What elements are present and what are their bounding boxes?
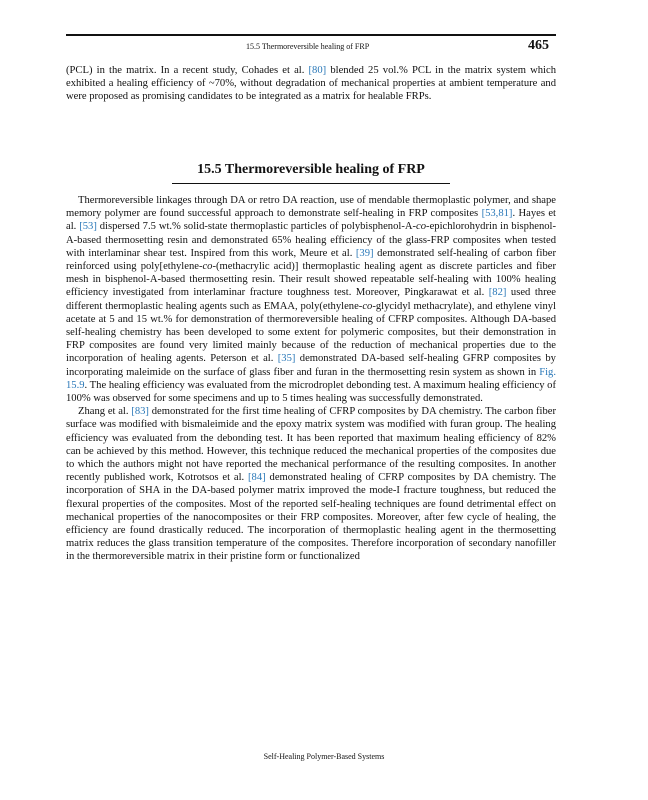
citation-link[interactable]: [80] [308, 65, 327, 76]
intro-paragraph [66, 64, 556, 104]
section-heading-rule [172, 183, 450, 184]
text-run: demonstrated DA-based self-healing GFRP composites by incorporating maleimide on the surface of glass fiber and furan in the thermosetting resin system as shown in [66, 353, 556, 378]
italic-run: co [202, 261, 213, 273]
text-run: blended 25 vol.% PCL in the matrix system which exhibited a healing efficiency of ~70%, without degradation of mechanical properties at ambient temperature and were proposed as promising candidates to be integrated as a matrix for healable FRPs. [66, 65, 556, 103]
text-run: Thermoreversible linkages through DA or retro DA reaction, use of mendable thermoplastic polymer, and shape memory polymer are found successful approach to demonstrate self-healing in FRP composites [66, 195, 556, 220]
text-run: demonstrated self-healing of carbon fiber reinforced using poly[ethylene- [66, 247, 556, 273]
text-run: dispersed 7.5 wt.% solid-state thermoplastic particles of polybisphenol-A- [96, 221, 417, 233]
header-rule [66, 34, 556, 36]
paragraph [66, 405, 556, 563]
text-run: used three different thermoplastic healing agents such as EMAA, poly(ethylene- [66, 287, 556, 312]
citation-link[interactable]: [35] [277, 353, 296, 365]
citation-link[interactable]: [53,81] [481, 208, 513, 220]
section-body [66, 194, 556, 564]
paragraph [66, 194, 556, 405]
citation-link[interactable]: [84] [248, 472, 266, 484]
italic-run: co [416, 221, 427, 233]
citation-link[interactable]: [82] [488, 287, 507, 299]
text-run: . Hayes et al. [66, 208, 556, 233]
section-heading: 15.5 Thermoreversible healing of FRP [197, 162, 425, 177]
text-run: . The healing efficiency was evaluated from the microdroplet debonding test. A maximum healing efficiency of 100% was observed for some specimens and up to 5 times healing was successfully demonstrated. [66, 379, 556, 405]
text-run: -(methacrylic acid)] thermoplastic healing agent as discrete particles and fiber mesh in bisphenol-A-based thermosetting resin. Their result showed repeatable self-healing with 100% healing efficiency investigated from interlaminar fracture toughness test. Moreover, Pingkarawat et al. [66, 261, 556, 299]
text-run: demonstrated healing of CFRP composites by DA chemistry. The incorporation of SHA in the DA-based polymer matrix improved the mode-I fracture toughness, but reduced the flexural properties of the composites. Most of the reported self-healing techniques are found detrimental effect on mechanical properties of the nanocomposites or their FRP composites. Moreover, after few cycle of healing, the efficiency are found drastically reduced. The incorporation of thermoplastic healing agent in the thermosetting matrix reduces the glass transition temperature of the composites. Therefore incorporation of secondary nanofiller in the thermoreversible matrix in their pristine form or functionalized [66, 472, 556, 563]
citation-link[interactable]: [83] [131, 406, 149, 418]
citation-link[interactable]: [39] [355, 247, 374, 259]
text-run: Zhang et al. [78, 406, 132, 418]
figure-link[interactable]: Fig. 15.9 [66, 366, 556, 391]
citation-link[interactable]: [53] [79, 221, 97, 233]
running-head: 15.5 Thermoreversible healing of FRP [246, 42, 370, 51]
text-run: demonstrated for the first time healing of CFRP composites by DA chemistry. The carbon fiber surface was modified with bismaleimide and the epoxy matrix system was modified with furan group. The healing efficiency was evaluated from the debonding test. It has been reported that maximum healing efficiency of 82% can be achieved by this method. However, this technique reduced the mechanical properties of the composites due to which the authors might not have reported the mechanical performance of the resulting composites. In another recently published work, Kotrotsos et al. [66, 406, 556, 484]
text-run: -glycidyl methacrylate), and ethylene vinyl acetate at 5 and 15 wt.% for demonstration of thermoreversible healing of CFRP composites. Although DA-based self-healing chemistry has been developed to some extent for polymeric composites, but their demonstration in FRP composites are found very limited mainly because of the reduction of mechanical properties due to the incorporation of healing agents. Peterson et al. [66, 300, 556, 365]
text-run: (PCL) in the matrix. In a recent study, Cohades et al. [66, 65, 309, 76]
page-number: 465 [528, 38, 549, 53]
footer-book-title: Self-Healing Polymer-Based Systems [263, 752, 385, 761]
text-run: -epichlorohydrin in bisphenol-A-based thermosetting resin and demonstrated 65% healing efficiency of the glass-FRP composites when tested with interlaminar shear test. Inspired from this work, Meure et al. [66, 221, 557, 259]
italic-run: co [362, 300, 373, 312]
